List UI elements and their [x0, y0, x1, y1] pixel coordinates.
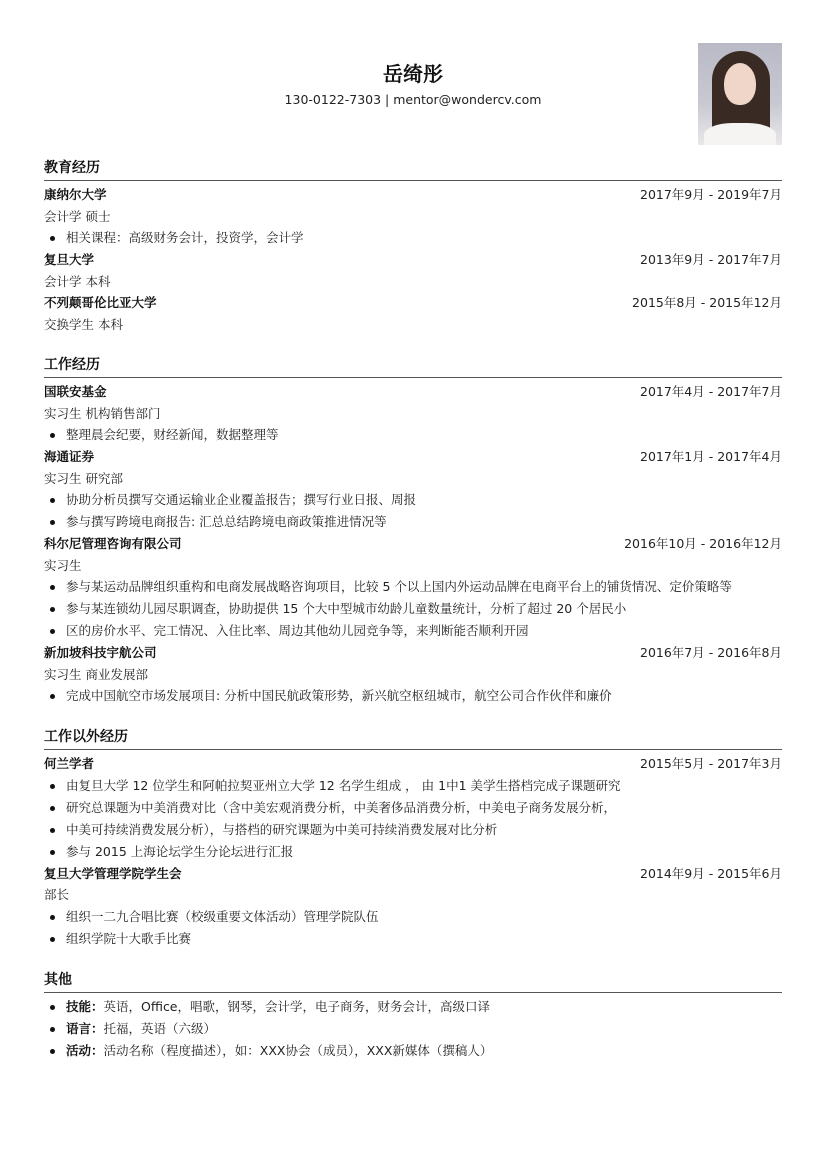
date-range: 2013年9月 - 2017年7月 [640, 252, 782, 267]
job-title: 实习生 研究部 [44, 470, 123, 486]
job-title: 实习生 机构销售部门 [44, 405, 161, 421]
bullet-list [44, 906, 782, 950]
bullet-item: 参与 2015 上海论坛学生分论坛进行汇报 [44, 841, 782, 863]
date-range: 2015年5月 - 2017年3月 [640, 756, 782, 771]
bullet-item: 由复旦大学 12 位学生和阿帕拉契亚州立大学 12 名学生组成 ， 由 1中1 美学生搭档完成子课题研究 [44, 775, 782, 797]
company-name: 海通证券 [44, 449, 95, 464]
school-name: 复旦大学 [44, 252, 95, 267]
contact-info: 130-0122-7303 | mentor@wondercv.com [284, 92, 542, 107]
bullet-list [44, 489, 782, 533]
skills-item [44, 996, 782, 1018]
skills-label: 技能： [66, 998, 104, 1014]
bullet-item: 组织一二九合唱比赛（校级重要文体活动）管理学院队伍 [44, 906, 782, 928]
education-entry [44, 184, 782, 249]
bullet-item: 参与某连锁幼儿园尽职调查，协助提供 15 个大中型城市幼龄儿童数量统计，分析了超过 20 个居民小 [44, 598, 782, 620]
bullet-item: 参与某运动品牌组织重构和电商发展战略咨询项目，比较 5 个以上国内外运动品牌在电商平台上的铺货情况、定价策略等 [44, 576, 782, 598]
job-title: 实习生 商业发展部 [44, 666, 148, 682]
bullet-item: 参与撰写跨境电商报告: 汇总总结跨境电商政策推进情况等 [44, 511, 782, 533]
degree: 会计学 本科 [44, 273, 111, 289]
bullet-item: 中美可持续消费发展分析），与搭档的研究课题为中美可持续消费发展对比分析 [44, 819, 782, 841]
other-section [44, 970, 782, 1062]
other-list [44, 996, 782, 1062]
work-entry [44, 446, 782, 533]
job-title: 实习生 [44, 557, 82, 573]
bullet-list [44, 775, 782, 863]
bullet-item: 相关课程：高级财务会计，投资学，会计学 [44, 227, 782, 249]
extracurricular-section [44, 727, 782, 950]
languages-item [44, 1018, 782, 1040]
section-title-extracurricular: 工作以外经历 [44, 727, 782, 750]
activities-label: 活动： [66, 1042, 104, 1058]
work-entry [44, 533, 782, 642]
skills-text: 英语，Office，唱歌，钢琴，会计学，电子商务，财务会计，高级口译 [103, 998, 491, 1014]
degree: 交换学生 本科 [44, 316, 123, 332]
activity-entry [44, 863, 782, 950]
section-title-education: 教育经历 [44, 158, 782, 181]
company-name: 国联安基金 [44, 384, 107, 399]
education-entry [44, 292, 782, 335]
bullet-item: 协助分析员撰写交通运输业企业覆盖报告；撰写行业日报、周报 [44, 489, 782, 511]
bullet-item: 区的房价水平、完工情况、入住比率、周边其他幼儿园竞争等，来判断能否顺利开园 [44, 620, 782, 642]
languages-text: 托福，英语（六级） [103, 1020, 217, 1036]
degree: 会计学 硕士 [44, 208, 111, 224]
organization-name: 复旦大学管理学院学生会 [44, 865, 182, 881]
bullet-item: 整理晨会纪要，财经新闻，数据整理等 [44, 424, 782, 446]
work-entry [44, 642, 782, 707]
company-name: 新加坡科技宇航公司 [44, 645, 157, 660]
bullet-list [44, 227, 782, 249]
school-name: 不列颠哥伦比亚大学 [44, 295, 157, 310]
activities-item [44, 1040, 782, 1062]
education-entry [44, 249, 782, 292]
date-range: 2017年4月 - 2017年7月 [640, 384, 782, 399]
work-section [44, 355, 782, 707]
bullet-item: 研究总课题为中美消费对比（含中美宏观消费分析，中美奢侈品消费分析，中美电子商务发展分析， [44, 797, 782, 819]
activities-text: 活动名称（程度描述），如：XXX协会（成员），XXX新媒体（撰稿人） [103, 1042, 493, 1058]
resume-header [44, 0, 782, 150]
bullet-item: 完成中国航空市场发展项目: 分析中国民航政策形势，新兴航空枢纽城市，航空公司合作伙伴和廉价 [44, 685, 782, 707]
date-range: 2017年9月 - 2019年7月 [640, 187, 782, 202]
section-title-work: 工作经历 [44, 355, 782, 378]
work-entry [44, 381, 782, 446]
date-range: 2016年10月 - 2016年12月 [624, 536, 782, 551]
date-range: 2015年8月 - 2015年12月 [632, 295, 782, 310]
bullet-list [44, 424, 782, 446]
school-name: 康纳尔大学 [44, 187, 107, 202]
activity-entry [44, 753, 782, 863]
photo-shoulders-shape [704, 123, 776, 145]
date-range: 2017年1月 - 2017年4月 [640, 449, 782, 464]
bullet-item: 组织学院十大歌手比赛 [44, 928, 782, 950]
profile-photo [698, 43, 782, 145]
languages-label: 语言： [66, 1020, 104, 1036]
education-section [44, 158, 782, 335]
company-name: 科尔尼管理咨询有限公司 [44, 536, 182, 551]
photo-face-shape [724, 63, 756, 105]
section-title-other: 其他 [44, 970, 782, 993]
bullet-list [44, 685, 782, 707]
candidate-name: 岳绮彤 [383, 62, 443, 86]
role-title: 部长 [44, 887, 70, 902]
bullet-list [44, 576, 782, 642]
organization-name: 何兰学者 [44, 756, 95, 771]
date-range: 2016年7月 - 2016年8月 [640, 645, 782, 660]
date-range: 2014年9月 - 2015年6月 [640, 865, 782, 881]
